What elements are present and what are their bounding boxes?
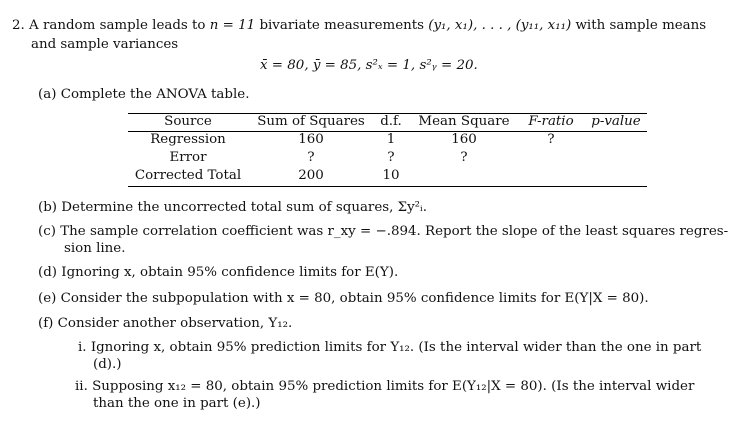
table-bottom-rule bbox=[128, 186, 647, 187]
row-total-df: 10 bbox=[382, 168, 400, 183]
row-regression-df: 1 bbox=[386, 132, 396, 147]
part-c-line-1 bbox=[38, 224, 728, 240]
part-c-line-2: sion line. bbox=[64, 241, 126, 256]
part-a-label: (a) bbox=[38, 87, 57, 102]
intro-line-2: and sample variances bbox=[31, 37, 179, 52]
sample-statistics: x̄ = 80, ȳ = 85, s²ₓ = 1, s²ᵧ = 20. bbox=[260, 58, 478, 73]
sub-ii-line-2: than the one in part (e).) bbox=[93, 396, 261, 411]
row-regression-ss: 160 bbox=[298, 132, 324, 147]
intro-mid: bivariate measurements bbox=[259, 18, 424, 33]
header-mean-square: Mean Square bbox=[418, 114, 510, 129]
part-b-label: (b) bbox=[38, 200, 58, 215]
part-c-text-1: The sample correlation coefficient was r_xy = −.894. Report the slope of the least squares regres- bbox=[60, 224, 729, 239]
row-regression-f: ? bbox=[547, 132, 555, 147]
part-e-label: (e) bbox=[38, 291, 57, 306]
row-error-source: Error bbox=[169, 150, 207, 165]
row-error-ms: ? bbox=[460, 150, 468, 165]
row-total-ss: 200 bbox=[298, 168, 324, 183]
row-regression-source: Regression bbox=[150, 132, 226, 147]
row-regression-ms: 160 bbox=[451, 132, 477, 147]
pairs-expression: (y₁, x₁), . . . , (y₁₁, x₁₁) bbox=[428, 18, 572, 33]
header-sum-of-squares: Sum of Squares bbox=[257, 114, 365, 129]
problem-line-1 bbox=[12, 18, 706, 34]
part-d bbox=[38, 265, 398, 281]
row-error-ss: ? bbox=[307, 150, 315, 165]
n-expression: n = 11 bbox=[209, 18, 256, 33]
intro-suffix: with sample means bbox=[575, 18, 707, 33]
sub-i-text-1: Ignoring x, obtain 95% prediction limits for Y₁₂. (Is the interval wider than the one in part bbox=[90, 340, 702, 355]
row-total-source: Corrected Total bbox=[134, 168, 242, 183]
part-f-label: (f) bbox=[38, 316, 54, 331]
header-p-value: p-value bbox=[591, 114, 641, 129]
row-error-df: ? bbox=[387, 150, 395, 165]
header-f-ratio: F-ratio bbox=[528, 114, 574, 129]
sub-ii-line-1 bbox=[75, 379, 694, 395]
part-b-text: Determine the uncorrected total sum of squares, Σy²ᵢ. bbox=[61, 200, 427, 215]
header-df: d.f. bbox=[380, 114, 402, 129]
problem-number: 2. bbox=[12, 18, 25, 33]
anova-table bbox=[128, 111, 647, 191]
sub-i-line-1 bbox=[78, 340, 701, 356]
header-source: Source bbox=[164, 114, 212, 129]
part-d-label: (d) bbox=[38, 265, 58, 280]
part-d-text: Ignoring x, obtain 95% confidence limits for E(Y). bbox=[61, 265, 399, 280]
sub-ii-label: ii. bbox=[75, 379, 88, 394]
part-e-text: Consider the subpopulation with x = 80, obtain 95% confidence limits for E(Y|X = 80). bbox=[60, 291, 649, 306]
part-e bbox=[38, 291, 649, 307]
part-c-label: (c) bbox=[38, 224, 56, 239]
part-f-text: Consider another observation, Y₁₂. bbox=[57, 316, 293, 331]
intro-prefix: A random sample leads to bbox=[29, 18, 206, 33]
sub-i-label: i. bbox=[78, 340, 87, 355]
part-a bbox=[38, 87, 249, 103]
part-b bbox=[38, 200, 427, 216]
part-a-text: Complete the ANOVA table. bbox=[60, 87, 250, 102]
part-f bbox=[38, 316, 292, 332]
sub-i-line-2: (d).) bbox=[93, 357, 122, 372]
sub-ii-text-1: Supposing x₁₂ = 80, obtain 95% prediction limits for E(Y₁₂|X = 80). (Is the interval wider bbox=[92, 379, 695, 394]
